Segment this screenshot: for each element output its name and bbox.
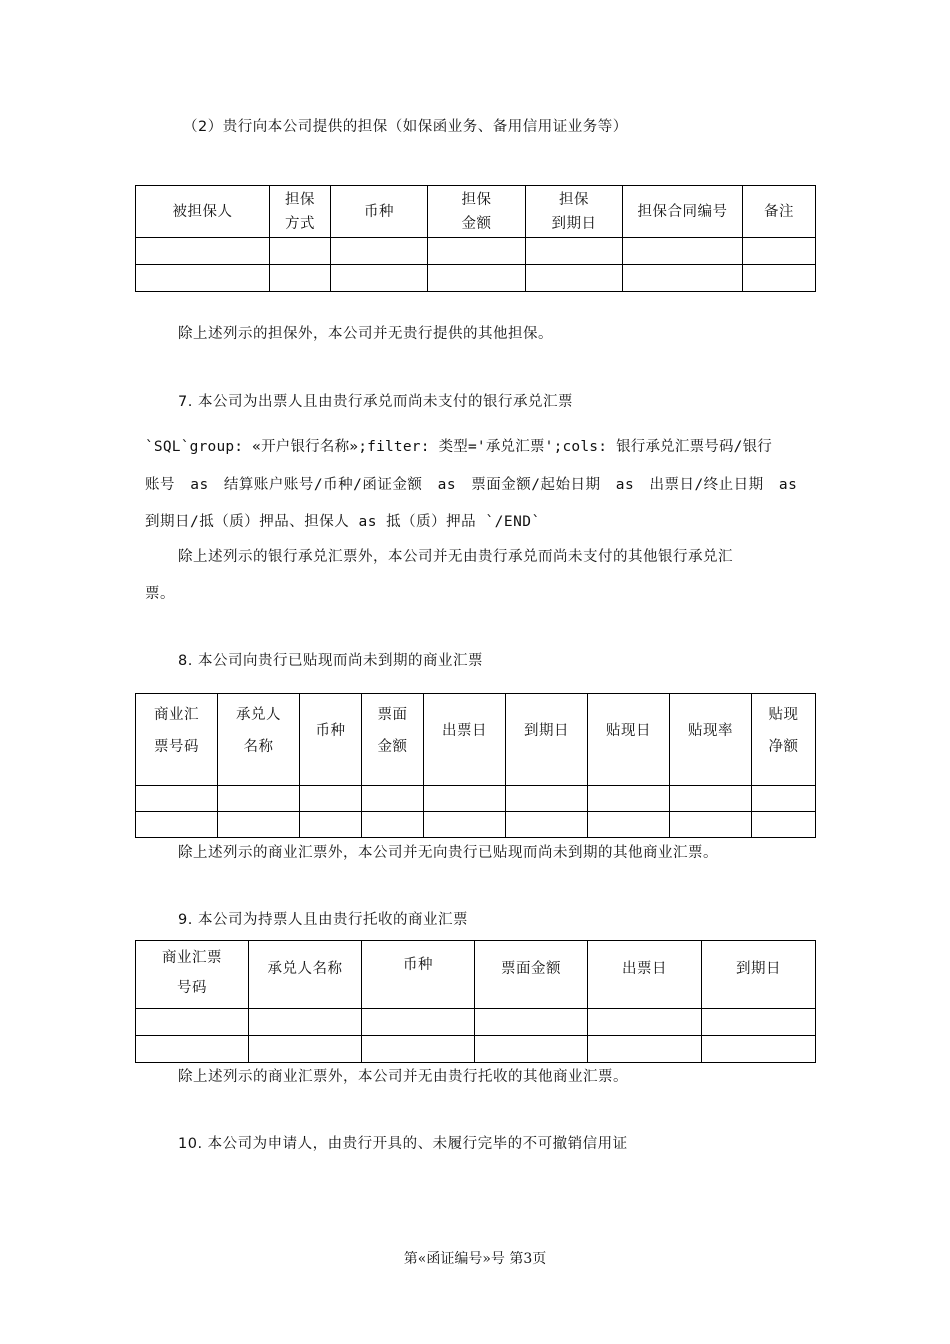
section-7-note-line-1: 除上述列示的银行承兑汇票外，本公司并无由贵行承兑而尚未支付的其他银行承兑汇 — [178, 549, 733, 565]
section-2-note: 除上述列示的担保外，本公司并无贵行提供的其他担保。 — [178, 326, 553, 342]
header-discount-date: 贴现日 — [588, 694, 670, 786]
discounted-bills-table — [135, 693, 816, 838]
sql-line-3: 到期日/抵（质）押品、担保人 as 抵（质）押品 `/END` — [145, 514, 541, 530]
header-currency: 币种 — [331, 186, 428, 238]
header-remarks: 备注 — [743, 186, 816, 238]
table-row — [136, 786, 816, 812]
section-10-heading: 10. 本公司为申请人，由贵行开具的、未履行完毕的不可撤销信用证 — [178, 1136, 628, 1152]
page-footer: 第«函证编号»号 第3页 — [403, 1251, 547, 1267]
header-bill-number: 商业汇 票号码 — [136, 694, 218, 786]
header-issue-date: 出票日 — [424, 694, 506, 786]
section-8-heading: 8. 本公司向贵行已贴现而尚未到期的商业汇票 — [178, 653, 483, 669]
guarantee-table — [135, 185, 816, 292]
header-face-amount: 票面金额 — [475, 941, 588, 1009]
header-issue-date: 出票日 — [588, 941, 702, 1009]
header-guarantee-due-date: 担保 到期日 — [526, 186, 623, 238]
table-row — [136, 265, 816, 292]
header-discount-rate: 贴现率 — [670, 694, 752, 786]
section-9-heading: 9. 本公司为持票人且由贵行托收的商业汇票 — [178, 912, 468, 928]
header-guarantee-method: 担保 方式 — [270, 186, 331, 238]
header-currency: 币种 — [362, 941, 475, 1009]
header-acceptor-name: 承兑人 名称 — [218, 694, 300, 786]
header-due-date: 到期日 — [702, 941, 816, 1009]
sql-line-2: 账号 as 结算账户账号/币种/函证金额 as 票面金额/起始日期 as 出票日/终止日期 as — [145, 477, 798, 493]
header-acceptor-name: 承兑人名称 — [249, 941, 362, 1009]
sql-line-1: `SQL`group: «开户银行名称»;filter: 类型='承兑汇票';cols: 银行承兑汇票号码/银行 — [145, 439, 773, 455]
header-net-discount: 贴现 净额 — [752, 694, 816, 786]
header-guarantee-contract-no: 担保合同编号 — [623, 186, 743, 238]
table-row — [136, 1036, 816, 1063]
header-due-date: 到期日 — [506, 694, 588, 786]
table-row — [136, 238, 816, 265]
header-currency: 币种 — [300, 694, 362, 786]
header-guarantee-amount: 担保 金额 — [428, 186, 526, 238]
section-7-heading: 7. 本公司为出票人且由贵行承兑而尚未支付的银行承兑汇票 — [178, 394, 573, 410]
section-8-note: 除上述列示的商业汇票外，本公司并无向贵行已贴现而尚未到期的其他商业汇票。 — [178, 845, 718, 861]
header-face-amount: 票面 金额 — [362, 694, 424, 786]
section-2-heading: （2）贵行向本公司提供的担保（如保函业务、备用信用证业务等） — [183, 119, 628, 135]
table-row — [136, 812, 816, 838]
section-7-note-line-2: 票。 — [145, 586, 175, 602]
table-row — [136, 1009, 816, 1036]
collection-bills-table — [135, 940, 816, 1063]
header-guaranteed-party: 被担保人 — [136, 186, 270, 238]
section-9-note: 除上述列示的商业汇票外，本公司并无由贵行托收的其他商业汇票。 — [178, 1069, 628, 1085]
header-bill-number: 商业汇票 号码 — [136, 941, 249, 1009]
